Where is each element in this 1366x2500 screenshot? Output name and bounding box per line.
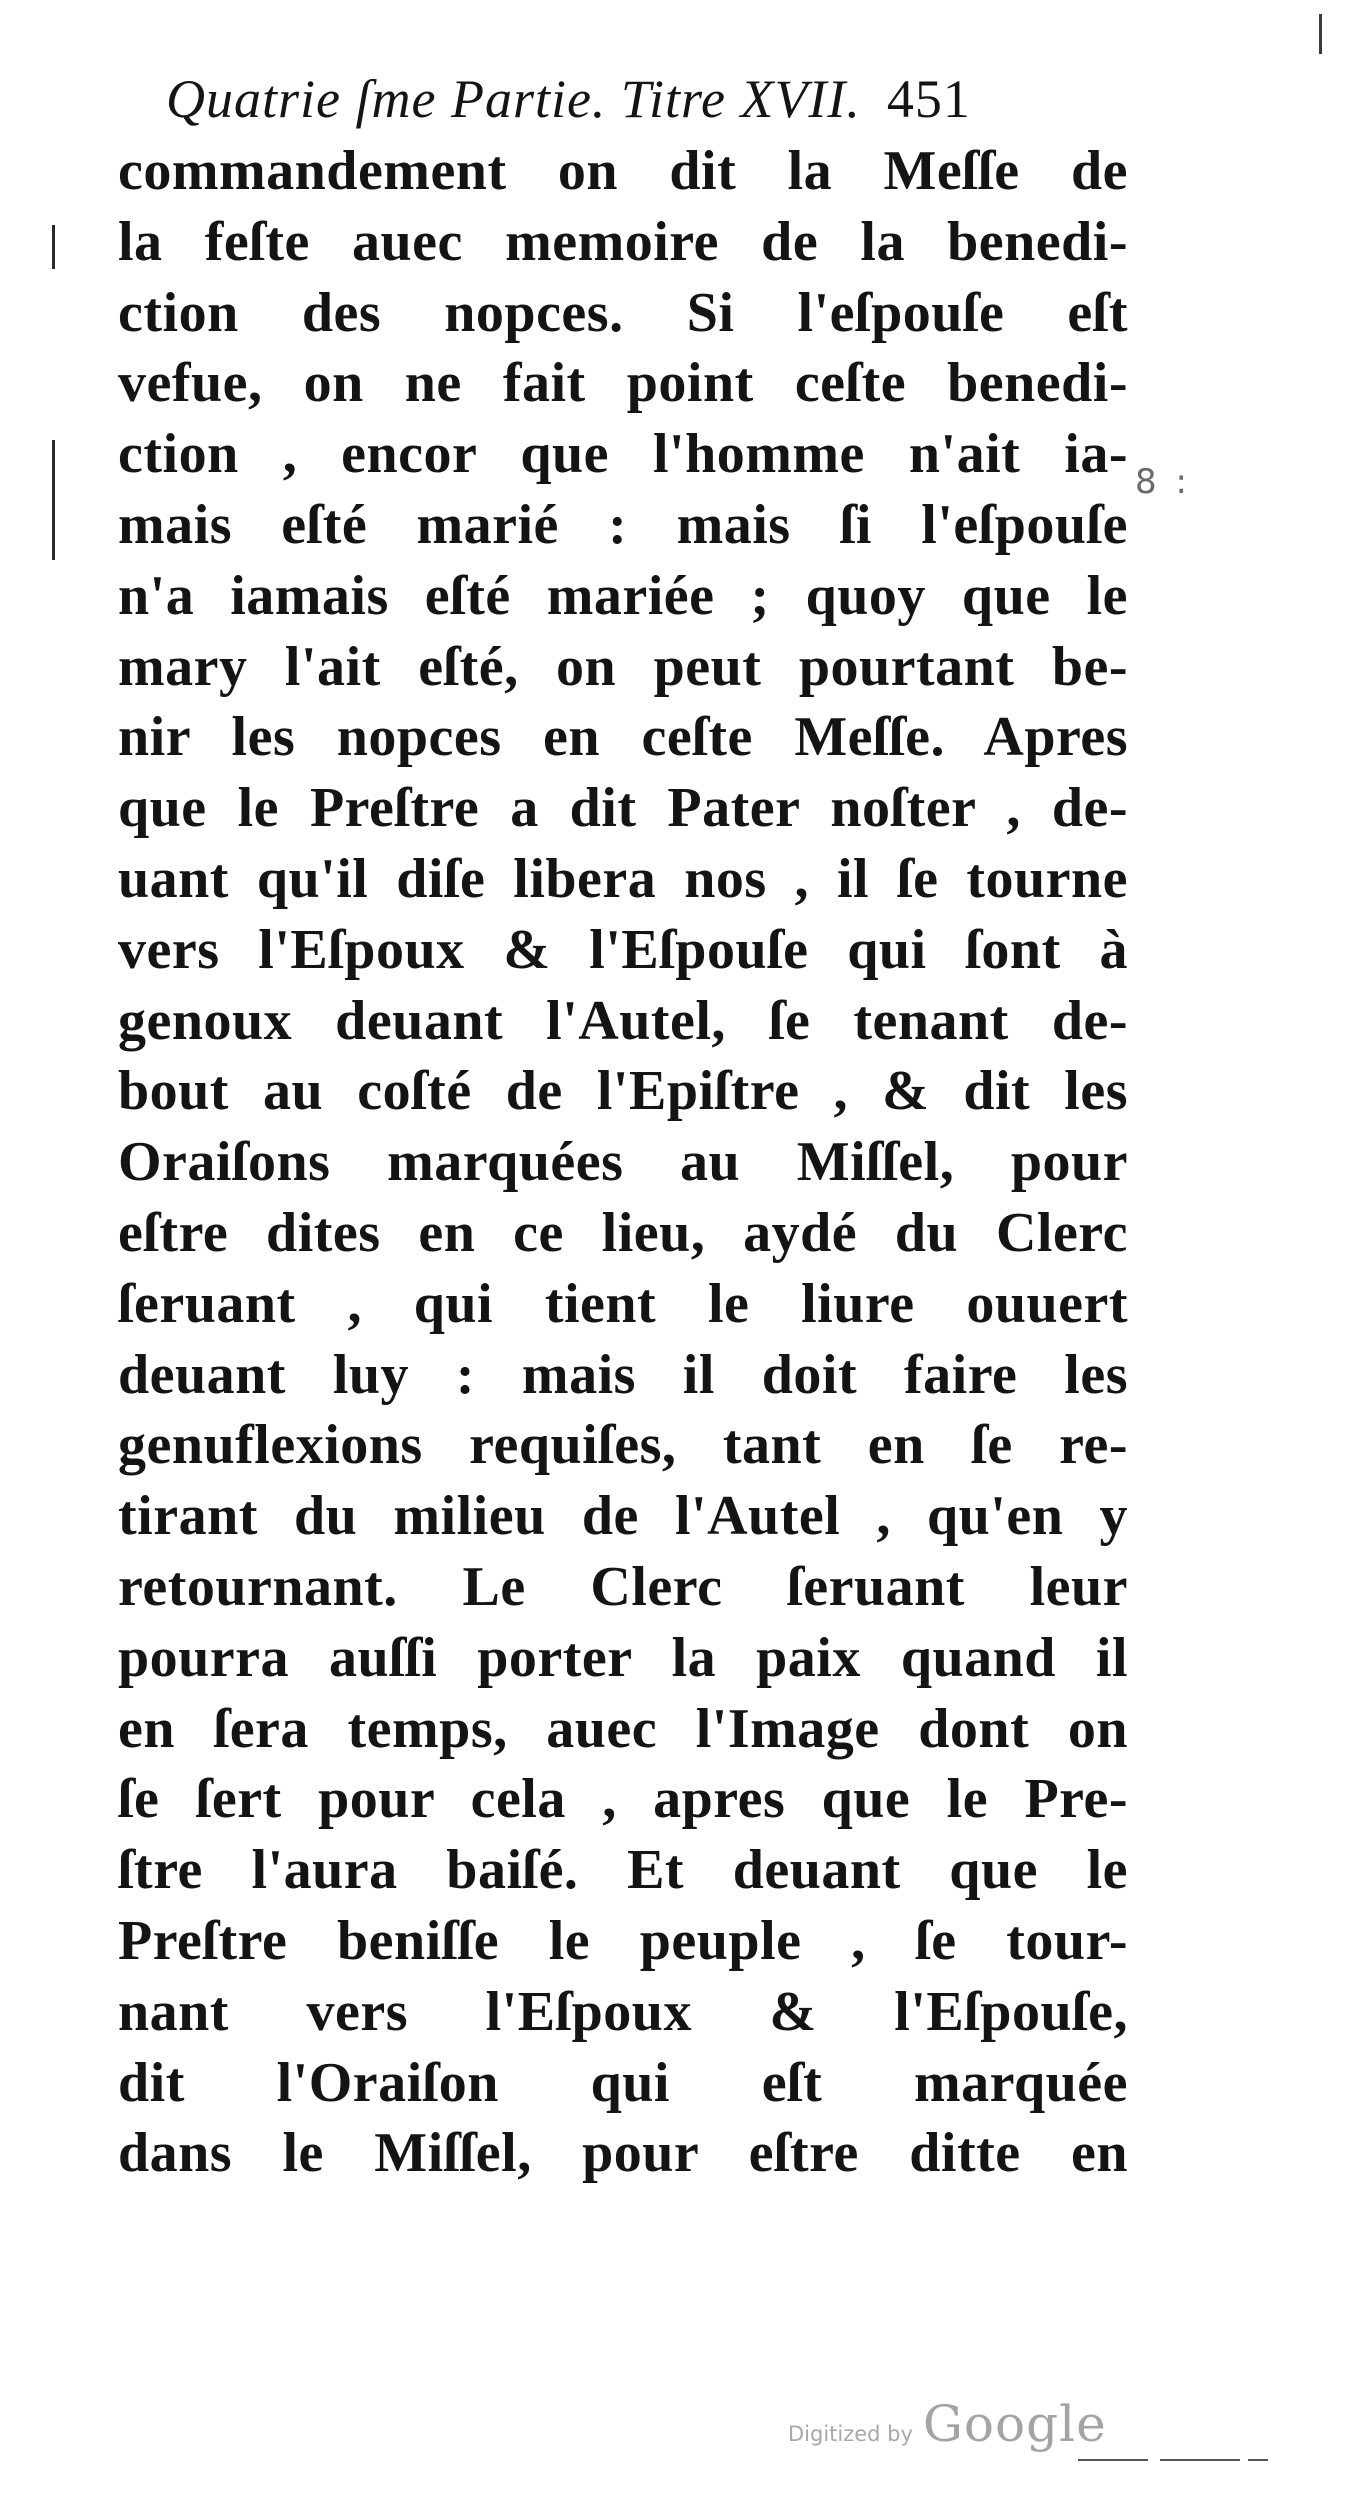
footer-rule [1160, 2459, 1240, 2461]
text-line: vefue, on ne fait point ceſte benedi- [118, 352, 1128, 415]
text-line: eſtre dites en ce lieu, aydé du Clerc [118, 1201, 1128, 1264]
text-line: ſeruant , qui tient le liure ouuert [118, 1272, 1128, 1335]
text-line: n'a iamais eſté mariée ; quoy que le [118, 564, 1128, 627]
text-line: deuant luy : mais il doit faire les [118, 1343, 1128, 1406]
text-line: uant qu'il diſe libera nos , il ſe tourne [118, 847, 1128, 910]
footer-rule [1248, 2459, 1268, 2461]
text-line: nant vers l'Eſpoux & l'Eſpouſe, [118, 1980, 1128, 2043]
text-line: pourra auſſi porter la paix quand il [118, 1626, 1128, 1689]
text-line: tirant du milieu de l'Autel , qu'en y [118, 1485, 1128, 1548]
text-line: la feſte auec memoire de la benedi- [118, 210, 1128, 273]
text-line: ction des nopces. Si l'eſpouſe eſt [118, 281, 1128, 344]
page-edge-mark [52, 225, 55, 269]
text-line: vers l'Eſpoux & l'Eſpouſe qui ſont à [118, 918, 1128, 981]
page-number: 451 [886, 69, 971, 129]
margin-note: 8 : [1135, 462, 1191, 502]
page-edge-mark [1319, 14, 1322, 54]
body-text [118, 136, 1128, 2189]
google-logo: Google [922, 2395, 1107, 2453]
text-line: bout au coſté de l'Epiſtre , & dit les [118, 1060, 1128, 1123]
footer-rule [1078, 2459, 1148, 2461]
text-line: genuflexions requiſes, tant en ſe re- [118, 1414, 1128, 1477]
text-line: genoux deuant l'Autel, ſe tenant de- [118, 989, 1128, 1052]
running-head [118, 64, 1128, 134]
text-line: dit l'Oraiſon qui eſt marquée [118, 2051, 1128, 2114]
text-line: Preſtre beniſſe le peuple , ſe tour- [118, 1909, 1128, 1972]
text-line: en ſera temps, auec l'Image dont on [118, 1697, 1128, 1760]
text-line: mary l'ait eſté, on peut pourtant be- [118, 635, 1128, 698]
text-line: que le Preſtre a dit Pater noſter , de- [118, 777, 1128, 840]
text-line: commandement on dit la Meſſe de [118, 140, 1128, 202]
text-line: ſtre l'aura baiſé. Et deuant que le [118, 1839, 1128, 1902]
watermark-prefix: Digitized by [788, 2422, 913, 2446]
text-line: dans le Miſſel, pour eſtre ditte en [118, 2122, 1128, 2185]
page-edge-mark [52, 440, 55, 560]
text-line: ction , encor que l'homme n'ait ia- [118, 423, 1128, 486]
digitized-watermark [788, 2395, 1107, 2453]
text-block [118, 64, 1128, 2189]
running-head-title: Quatrie ſme Partie. Titre XVII. [166, 69, 861, 129]
text-line: ſe ſert pour cela , apres que le Pre- [118, 1768, 1128, 1831]
text-line: Oraiſons marquées au Miſſel, pour [118, 1131, 1128, 1194]
text-line: mais eſté marié : mais ſi l'eſpouſe [118, 493, 1128, 556]
text-line: nir les nopces en ceſte Meſſe. Apres [118, 706, 1128, 769]
text-line: retournant. Le Clerc ſeruant leur [118, 1555, 1128, 1618]
